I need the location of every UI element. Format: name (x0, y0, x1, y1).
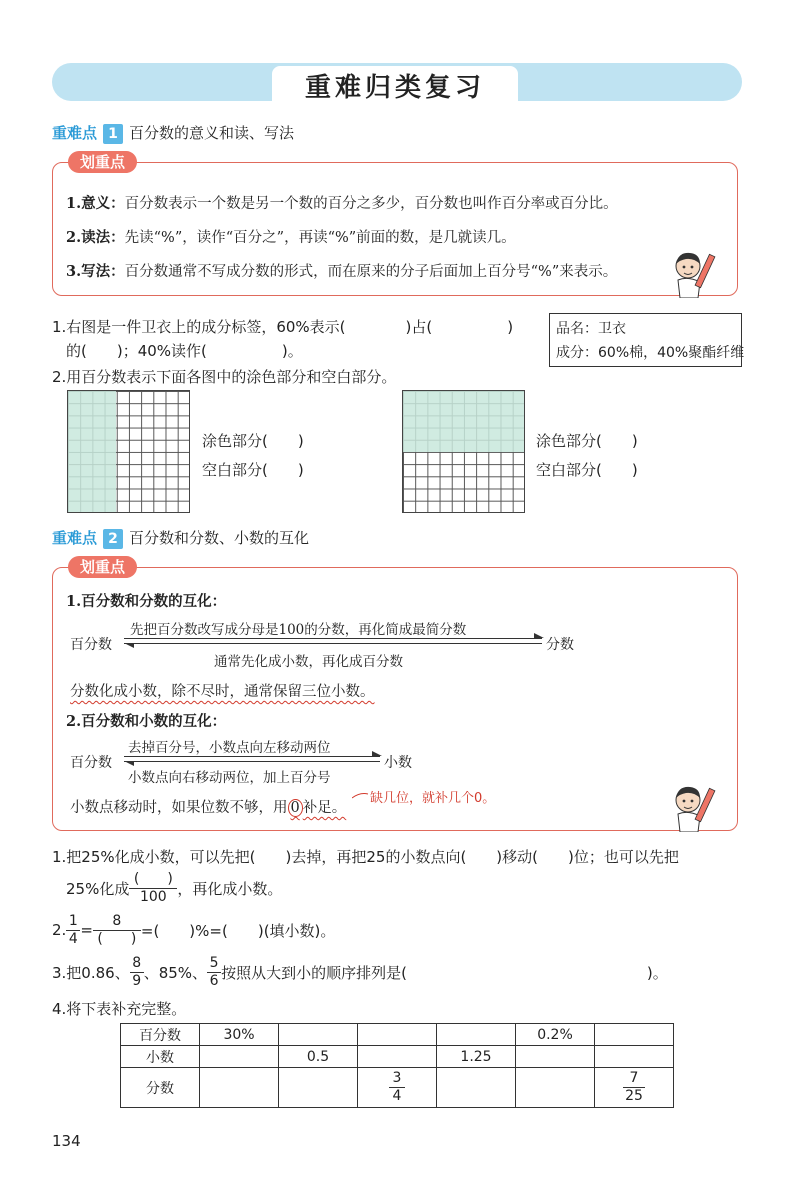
grid-1-blank-label: 空白部分( ) (202, 461, 304, 479)
pct-to-frac-rule: 先把百分数改写成分母是100的分数，再化简成最简分数 (130, 622, 467, 638)
q2-1-line1: 1.把25%化成小数，可以先把( )去掉，再把25的小数点向( )移动( )位；也可以先把 (52, 848, 679, 866)
q2-4-text: 4.将下表补充完整。 (52, 1000, 187, 1018)
arrowhead-left-icon (124, 643, 134, 649)
conversion-pct-dec-heading: 2.百分数和小数的互化： (66, 713, 227, 730)
q2-1-fraction (129, 872, 177, 904)
frac-to-pct-rule: 通常先化成小数，再化成百分数 (214, 654, 403, 670)
table-cell (200, 1068, 279, 1108)
table-cell (358, 1024, 437, 1046)
table-cell: 1.25 (437, 1046, 516, 1068)
conversion-table (120, 1023, 674, 1108)
table-cell (358, 1046, 437, 1068)
table-row-head: 小数 (121, 1046, 200, 1068)
table-cell (279, 1068, 358, 1108)
table-row-head: 百分数 (121, 1024, 200, 1046)
section2-badge: 2 (103, 529, 123, 549)
arrow-right-line (124, 638, 542, 639)
table-cell (200, 1046, 279, 1068)
cartoon-boy-icon (668, 782, 716, 832)
fraction-numerator: 5 (209, 954, 219, 971)
table-row-percent (121, 1024, 674, 1046)
move-note-pre: 小数点移动时，如果位数不够，用 (70, 800, 288, 816)
fraction-numerator: 1 (68, 912, 78, 929)
q2-2-pre: 2. (52, 921, 67, 939)
section2-tag: 重难点 (52, 529, 98, 547)
arrowhead-right-icon (534, 633, 544, 639)
section1-heading (52, 122, 294, 144)
hint-arrow-icon (352, 790, 370, 800)
q2-2-line (52, 910, 335, 950)
garment-label-content: 成分：60%棉，40%聚酯纤维 (556, 345, 745, 361)
pct-to-dec-rule: 去掉百分号，小数点向左移动两位 (128, 740, 331, 756)
q2-1-line2 (66, 868, 282, 908)
hint-text: 缺几位，就补几个0。 (370, 791, 496, 806)
table-cell: 0.2% (516, 1024, 595, 1046)
grid-1-shaded-area (68, 391, 116, 512)
q2-3-post: 按照从大到小的顺序排列是( )。 (221, 963, 668, 982)
grid-2-shaded-area (403, 391, 524, 452)
arrow2-left-line (124, 761, 380, 762)
fraction-numerator: 8 (112, 912, 122, 929)
fraction-numerator: 8 (132, 954, 142, 971)
garment-label-name: 品名：卫衣 (556, 321, 626, 337)
table-row-decimal (121, 1046, 674, 1068)
key-item-reading (66, 226, 516, 247)
section1-badge: 1 (103, 124, 123, 144)
q2-3-pre: 3.把0.86、 (52, 963, 130, 982)
q1-2-text: 2.用百分数表示下面各图中的涂色部分和空白部分。 (52, 368, 397, 386)
arrow-right-frac: 分数 (546, 637, 574, 653)
fraction-numerator: ( ) (133, 870, 173, 887)
fraction-denominator: ( ) (97, 930, 137, 947)
key-item-label: 2.读法： (66, 229, 125, 246)
hundred-grid-2 (402, 390, 525, 513)
fraction-denominator: 4 (68, 930, 78, 947)
arrow2-left-pct: 百分数 (70, 755, 112, 771)
q2-1-line2-pre: 25%化成 (66, 879, 130, 898)
table-cell (595, 1024, 674, 1046)
q1-1-line2: 的( )；40%读作( )。 (66, 342, 303, 360)
conversion-pct-frac-heading: 1.百分数和分数的互化： (66, 593, 227, 610)
section1-key-tag: 划重点 (68, 151, 137, 173)
fraction-five-sixths (207, 956, 221, 988)
fraction-numerator: 7 (629, 1070, 639, 1087)
table-cell: 0.5 (279, 1046, 358, 1068)
fraction-one-quarter (66, 914, 80, 946)
grid-1-shaded-label: 涂色部分( ) (202, 432, 304, 450)
grid-2-shaded-label: 涂色部分( ) (536, 432, 638, 450)
q2-3-line (52, 952, 668, 992)
dec-to-pct-rule: 小数点向右移动两位，加上百分号 (128, 770, 331, 786)
table-cell (437, 1068, 516, 1108)
fraction-denominator: 6 (209, 972, 219, 989)
key-item-text: 先读“%”，读作“百分之”，再读“%”前面的数，是几就读几。 (124, 230, 516, 246)
arrow2-right-dec: 小数 (384, 755, 412, 771)
section2-heading (52, 527, 309, 549)
fraction-numerator: 3 (392, 1070, 402, 1087)
garment-label (549, 313, 745, 367)
page-title: 重难归类复习 (272, 66, 518, 108)
section1-title: 百分数的意义和读、写法 (129, 124, 295, 142)
frac-to-dec-note (70, 680, 375, 701)
q2-2-post: =( )%=( )(填小数)。 (140, 921, 336, 940)
fraction-three-quarters (389, 1071, 405, 1103)
key-item-text: 百分数通常不写成分数的形式，而在原来的分子后面加上百分号“%”来表示。 (124, 264, 618, 280)
move-note-zero: 0 (288, 799, 303, 817)
table-cell (516, 1068, 595, 1108)
grid-2-blank-label: 空白部分( ) (536, 461, 638, 479)
table-cell (516, 1046, 595, 1068)
key-item-text: 百分数表示一个数是另一个数的百分之多少，百分数也叫作百分率或百分比。 (124, 196, 618, 212)
fraction-eight-over-blank (93, 914, 141, 946)
q2-3-mid: 、85%、 (143, 963, 208, 982)
fraction-denominator: 9 (132, 972, 142, 989)
fraction-denominator: 4 (392, 1088, 402, 1104)
table-cell (279, 1024, 358, 1046)
frac-to-dec-note-text: 分数化成小数，除不尽时，通常保留三位小数。 (70, 684, 375, 700)
arrowhead-right-icon (372, 751, 382, 757)
table-cell (595, 1068, 674, 1108)
section1-tag: 重难点 (52, 124, 98, 142)
table-cell: 30% (200, 1024, 279, 1046)
fraction-seven-twentyfifths (623, 1071, 645, 1103)
key-item-label: 3.写法： (66, 263, 125, 280)
table-row-head: 分数 (121, 1068, 200, 1108)
arrow-left-line (124, 643, 542, 644)
move-note-post: 补足。 (302, 800, 347, 816)
key-item-writing (66, 260, 617, 281)
key-item-meaning (66, 192, 618, 213)
section2-key-tag: 划重点 (68, 556, 137, 578)
key-item-label: 1.意义： (66, 195, 125, 212)
fraction-denominator: 25 (625, 1088, 643, 1104)
decimal-move-note (70, 796, 346, 817)
fraction-denominator: 100 (139, 888, 167, 905)
q2-1-line2-post: ，再化成小数。 (177, 879, 283, 898)
section2-title: 百分数和分数、小数的互化 (129, 529, 310, 547)
cartoon-boy-icon (668, 248, 716, 298)
equals-sign: = (80, 921, 93, 939)
table-cell (595, 1046, 674, 1068)
page-number: 134 (52, 1132, 81, 1150)
table-cell (358, 1068, 437, 1108)
table-row-fraction (121, 1068, 674, 1108)
q1-1-line1: 1.右图是一件卫衣上的成分标签，60%表示( )占( ) (52, 318, 514, 336)
table-cell (437, 1024, 516, 1046)
arrow-left-pct: 百分数 (70, 637, 112, 653)
hundred-grid-1 (67, 390, 190, 513)
arrow2-right-line (124, 756, 380, 757)
fraction-eight-ninths (130, 956, 144, 988)
